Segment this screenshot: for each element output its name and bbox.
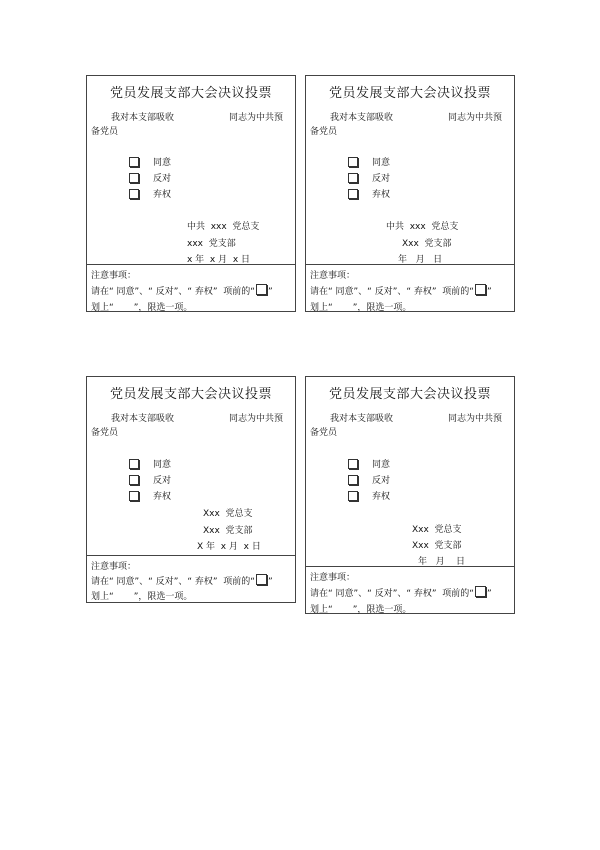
checkbox[interactable]: [129, 173, 139, 183]
notes-line-1: 请在“ 同意”、“ 反对”、“ 弃权” 项前的“ ”: [310, 284, 492, 297]
notes-heading: 注意事项：: [91, 562, 137, 572]
signature-date: 年 月 日: [418, 557, 466, 567]
notes-heading: 注意事项：: [310, 573, 356, 583]
ballot-title: 党员发展支部大会决议投票: [109, 86, 272, 101]
checkbox-icon: [256, 284, 267, 295]
option-abstain[interactable]: [129, 489, 171, 502]
signature-general-branch: Xxx 党总支: [412, 525, 462, 535]
ballot-title: 党员发展支部大会决议投票: [109, 387, 272, 402]
checkbox[interactable]: [348, 157, 358, 167]
intro-text-right: 同志为中共预: [228, 113, 283, 123]
option-label: 反对: [372, 476, 391, 486]
checkbox[interactable]: [129, 157, 139, 167]
checkbox-icon: [256, 574, 267, 585]
intro-text-right: 同志为中共预: [228, 414, 283, 424]
ballot-card-1: [86, 75, 296, 312]
option-label: 同意: [153, 158, 172, 168]
signature-date: x 年 x 月 x 日: [187, 255, 251, 265]
option-agree[interactable]: [348, 155, 390, 168]
signature-date: 年 月 日: [398, 255, 443, 265]
intro-text-left: 我对本支部吸收: [330, 113, 394, 123]
notes-line-2: 划上“ ”，限选一项。: [91, 592, 193, 602]
option-oppose[interactable]: [129, 473, 171, 486]
checkbox-icon: [475, 586, 486, 597]
signature-branch: Xxx 党支部: [412, 541, 462, 551]
signature-date: X 年 x 月 x 日: [197, 542, 261, 552]
checkbox[interactable]: [129, 189, 139, 199]
intro-text-continued: 备党员: [91, 127, 119, 137]
notes-line-1: 请在“ 同意”、“ 反对”、“ 弃权” 项前的“ ”: [310, 586, 492, 599]
notes-section: [87, 264, 295, 315]
option-oppose[interactable]: [348, 171, 390, 184]
option-label: 反对: [153, 174, 172, 184]
checkbox[interactable]: [348, 173, 358, 183]
signature-general-branch: 中共 xxx 党总支: [187, 222, 260, 232]
option-label: 同意: [372, 460, 391, 470]
option-agree[interactable]: [129, 155, 171, 168]
notes-section: [306, 264, 514, 315]
ballot-card-3: [86, 376, 296, 603]
checkbox[interactable]: [348, 475, 358, 485]
ballot-title: 党员发展支部大会决议投票: [328, 86, 491, 101]
notes-line-1: 请在“ 同意”、“ 反对”、“ 弃权” 项前的“ ”: [91, 284, 273, 297]
option-oppose[interactable]: [129, 171, 171, 184]
notes-section: [306, 566, 514, 617]
intro-text-right: 同志为中共预: [447, 414, 502, 424]
option-agree[interactable]: [348, 457, 390, 470]
signature-general-branch: 中共 xxx 党总支: [386, 222, 459, 232]
option-label: 弃权: [153, 190, 172, 200]
signature-general-branch: Xxx 党总支: [203, 509, 253, 519]
intro-text-continued: 备党员: [91, 428, 119, 438]
option-agree[interactable]: [129, 457, 171, 470]
notes-line-2: 划上“ ”，限选一项。: [310, 605, 412, 615]
checkbox[interactable]: [348, 491, 358, 501]
intro-text-left: 我对本支部吸收: [111, 113, 175, 123]
intro-text-right: 同志为中共预: [447, 113, 502, 123]
checkbox[interactable]: [348, 459, 358, 469]
option-label: 弃权: [372, 492, 391, 502]
option-abstain[interactable]: [348, 489, 390, 502]
checkbox[interactable]: [129, 475, 139, 485]
intro-text-continued: 备党员: [310, 127, 338, 137]
ballot-card-4: [305, 376, 515, 614]
option-label: 弃权: [372, 190, 391, 200]
intro-text-continued: 备党员: [310, 428, 338, 438]
option-abstain[interactable]: [129, 187, 171, 200]
option-label: 反对: [153, 476, 172, 486]
option-abstain[interactable]: [348, 187, 390, 200]
notes-line-2: 划上“ ”，限选一项。: [91, 303, 193, 313]
option-oppose[interactable]: [348, 473, 390, 486]
option-label: 弃权: [153, 492, 172, 502]
notes-section: [87, 555, 295, 606]
notes-line-2: 划上“ ”，限选一项。: [310, 303, 412, 313]
intro-text-left: 我对本支部吸收: [111, 414, 175, 424]
ballot-card-2: [305, 75, 515, 312]
ballot-title: 党员发展支部大会决议投票: [328, 387, 491, 402]
option-label: 反对: [372, 174, 391, 184]
option-label: 同意: [153, 460, 172, 470]
checkbox[interactable]: [348, 189, 358, 199]
checkbox[interactable]: [129, 491, 139, 501]
intro-text-left: 我对本支部吸收: [330, 414, 394, 424]
checkbox[interactable]: [129, 459, 139, 469]
checkbox-icon: [475, 284, 486, 295]
signature-branch: Xxx 党支部: [402, 239, 452, 249]
notes-heading: 注意事项：: [310, 271, 356, 281]
signature-branch: Xxx 党支部: [203, 526, 253, 536]
notes-line-1: 请在“ 同意”、“ 反对”、“ 弃权” 项前的“ ”: [91, 574, 273, 587]
option-label: 同意: [372, 158, 391, 168]
notes-heading: 注意事项：: [91, 271, 137, 281]
signature-branch: xxx 党支部: [187, 239, 236, 249]
